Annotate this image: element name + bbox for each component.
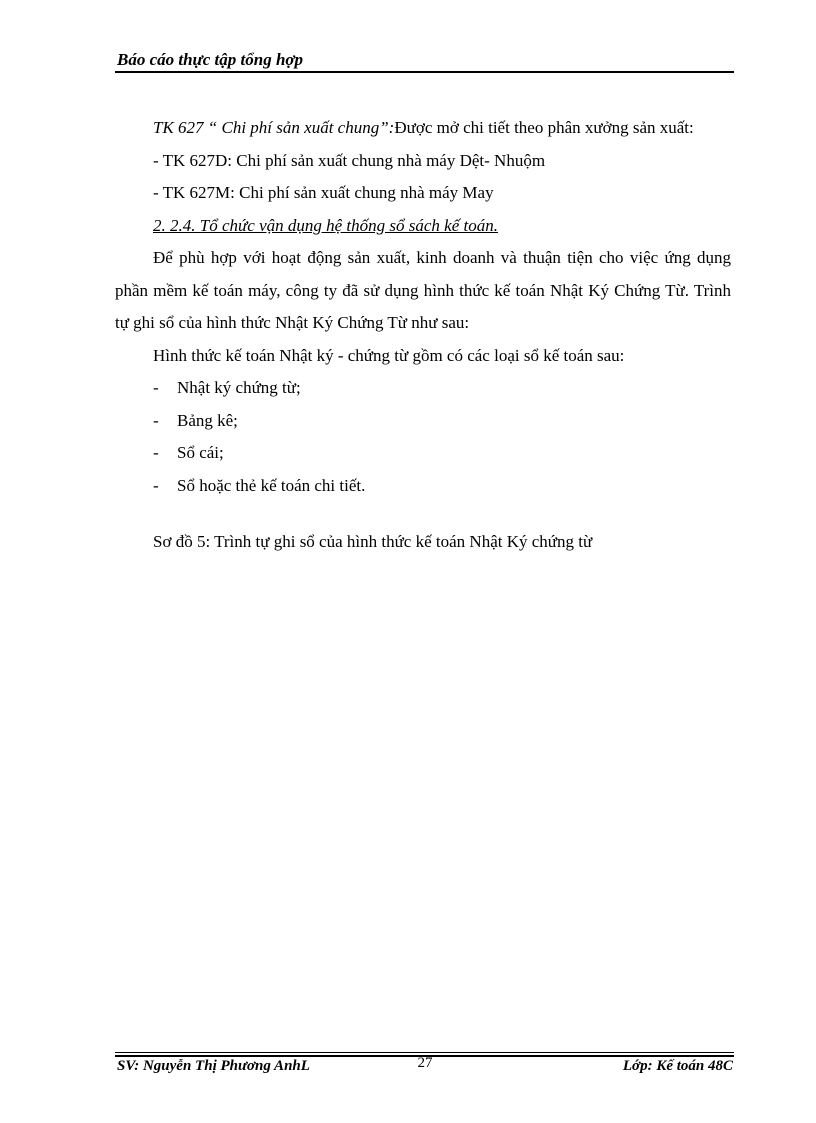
- bullet-marker: -: [153, 475, 159, 495]
- paragraph-ledger-types: Hình thức kế toán Nhật ký - chứng từ gồm có các loại sổ kế toán sau:: [153, 345, 625, 365]
- tk627-description: Được mở chi tiết theo phân xưởng sản xuất:: [394, 118, 694, 137]
- account-line-627d: - TK 627D: Chi phí sản xuất chung nhà máy Dệt- Nhuộm: [153, 150, 546, 170]
- list-item-text: Sổ hoặc thẻ kế toán chi tiết.: [177, 475, 366, 495]
- list-item-text: Bảng kê;: [177, 410, 238, 430]
- footer-student: SV: Nguyễn Thị Phương AnhL: [117, 1058, 310, 1074]
- header-rule: [115, 71, 734, 73]
- footer-class: Lớp: Kế toán 48C: [622, 1058, 733, 1074]
- spacer: [115, 502, 731, 526]
- list-item: [115, 405, 731, 438]
- list-item-text: Nhật ký chứng từ;: [177, 378, 301, 397]
- header-title: Báo cáo thực tập tổng hợp: [117, 50, 304, 69]
- bullet-marker: -: [153, 410, 159, 430]
- list-item: [115, 470, 731, 503]
- list-item-text: Sổ cái;: [177, 443, 224, 462]
- list-item: [115, 437, 731, 470]
- diagram-caption: Sơ đồ 5: Trình tự ghi sổ của hình thức kế toán Nhật Ký chứng từ: [153, 532, 593, 551]
- paragraph-accounting-form: Để phù hợp với hoạt động sản xuất, kinh doanh và thuận tiện cho việc ứng dụng phần mềm kế toán máy, công ty đã sử dụng hình thức kế toán Nhật Ký Chứng Từ. Trình tự ghi sổ của hình thức Nhật Ký Chứng Từ như sau:: [115, 248, 731, 332]
- tk627-term: TK 627 “ Chi phí sản xuất chung”:: [153, 118, 395, 137]
- section-heading: 2. 2.4. Tổ chức vận dụng hệ thống sổ sách kế toán.: [153, 215, 498, 235]
- bullet-marker: -: [153, 378, 159, 397]
- bullet-marker: -: [153, 443, 159, 462]
- page-body: [115, 112, 731, 559]
- page-number: 27: [417, 1055, 433, 1071]
- paragraph-tk627: [115, 112, 731, 145]
- footer-rule: [115, 1052, 734, 1053]
- account-line-627m: - TK 627M: Chi phí sản xuất chung nhà máy May: [153, 183, 494, 202]
- list-item: [115, 372, 731, 405]
